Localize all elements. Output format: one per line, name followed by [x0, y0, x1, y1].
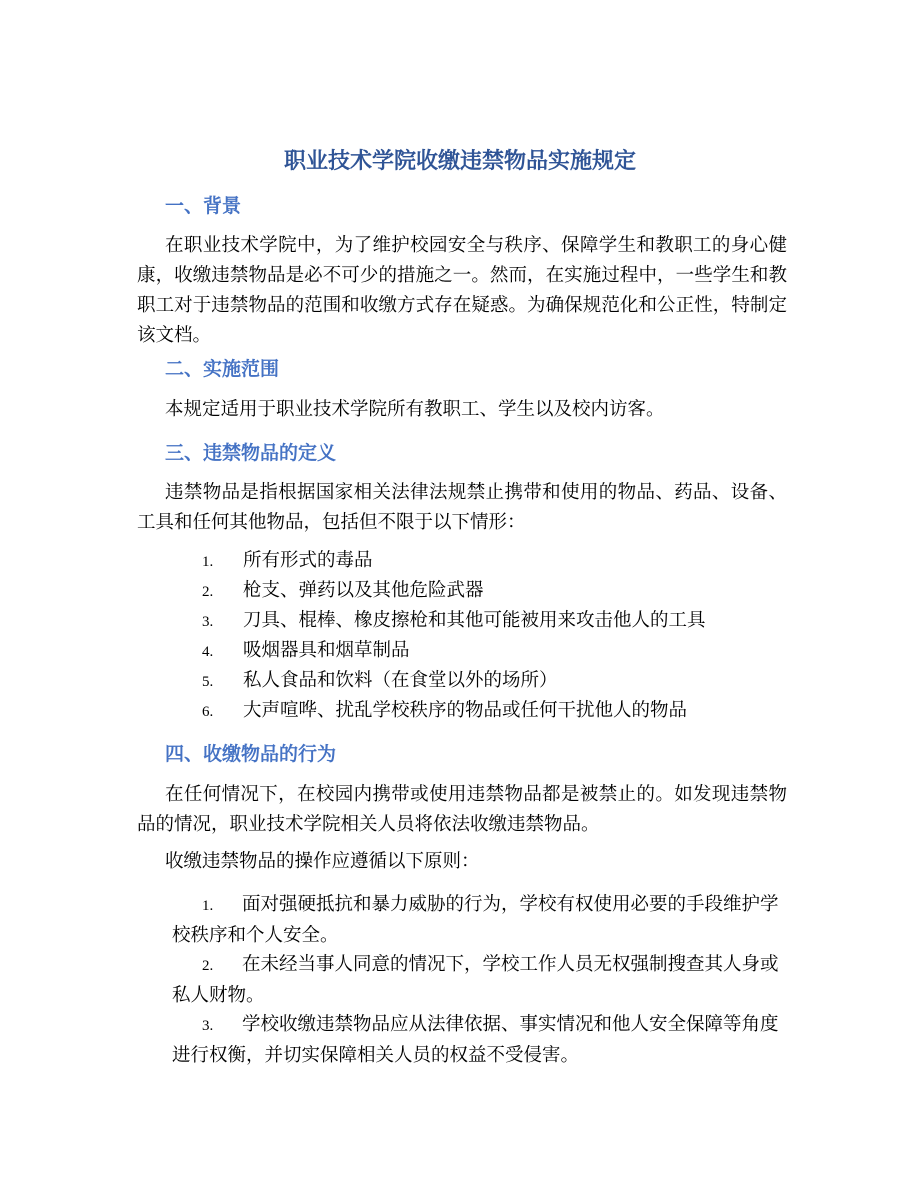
list-text: 大声喧哗、扰乱学校秩序的物品或任何干扰他人的物品 — [243, 700, 688, 721]
list-item — [165, 636, 805, 667]
list-item — [165, 666, 805, 697]
principle-number: 2. — [202, 958, 214, 974]
behavior-paragraph: 在任何情况下，在校园内携带或使用违禁物品都是被禁止的。如发现违禁物品的情况，职业技术学院相关人员将依法收缴违禁物品。 — [137, 784, 787, 835]
principle-number: 3. — [202, 1018, 214, 1034]
list-item — [165, 546, 805, 577]
list-item — [165, 576, 805, 607]
list-text: 私人食品和饮料（在食堂以外的场所） — [243, 670, 558, 691]
list-number: 5. — [202, 674, 214, 690]
list-number: 3. — [202, 614, 214, 630]
section-heading-background: 一、背景 — [165, 195, 242, 217]
list-number: 1. — [202, 554, 214, 570]
section-heading-definition: 三、违禁物品的定义 — [165, 442, 337, 464]
principle-text: 学校收缴违禁物品应从法律依据、事实情况和他人安全保障等角度进行权衡，并切实保障相关人员的权益不受侵害。 — [172, 1014, 779, 1066]
list-text: 刀具、棍棒、橡皮擦枪和其他可能被用来攻击他人的工具 — [243, 610, 706, 631]
principle-item — [172, 1010, 782, 1071]
principle-text: 在未经当事人同意的情况下，学校工作人员无权强制搜查其人身或私人财物。 — [172, 954, 779, 1006]
background-paragraph: 在职业技术学院中，为了维护校园安全与秩序、保障学生和教职工的身心健康，收缴违禁物品是必不可少的措施之一。然而，在实施过程中，一些学生和教职工对于违禁物品的范围和收缴方式存在疑惑。为确保规范化和公正性，特制定该文档。 — [137, 235, 787, 346]
list-text: 吸烟器具和烟草制品 — [243, 640, 410, 661]
principle-text: 面对强硬抵抗和暴力威胁的行为，学校有权使用必要的手段维护学校秩序和个人安全。 — [172, 894, 779, 946]
principle-number: 1. — [202, 898, 214, 914]
principle-item — [172, 890, 782, 951]
principles-intro: 收缴违禁物品的操作应遵循以下原则： — [165, 851, 480, 872]
list-item — [165, 606, 805, 637]
section-heading-behavior: 四、收缴物品的行为 — [165, 743, 337, 765]
list-item — [165, 696, 805, 727]
list-number: 4. — [202, 644, 214, 660]
principle-item — [172, 950, 782, 1011]
list-number: 2. — [202, 584, 214, 600]
document-title: 职业技术学院收缴违禁物品实施规定 — [283, 148, 636, 174]
list-text: 所有形式的毒品 — [243, 550, 373, 571]
list-text: 枪支、弹药以及其他危险武器 — [243, 580, 484, 601]
scope-paragraph: 本规定适用于职业技术学院所有教职工、学生以及校内访客。 — [165, 399, 665, 420]
definition-paragraph: 违禁物品是指根据国家相关法律法规禁止携带和使用的物品、药品、设备、工具和任何其他物品，包括但不限于以下情形： — [137, 482, 787, 533]
list-number: 6. — [202, 704, 214, 720]
section-heading-scope: 二、实施范围 — [165, 358, 280, 380]
